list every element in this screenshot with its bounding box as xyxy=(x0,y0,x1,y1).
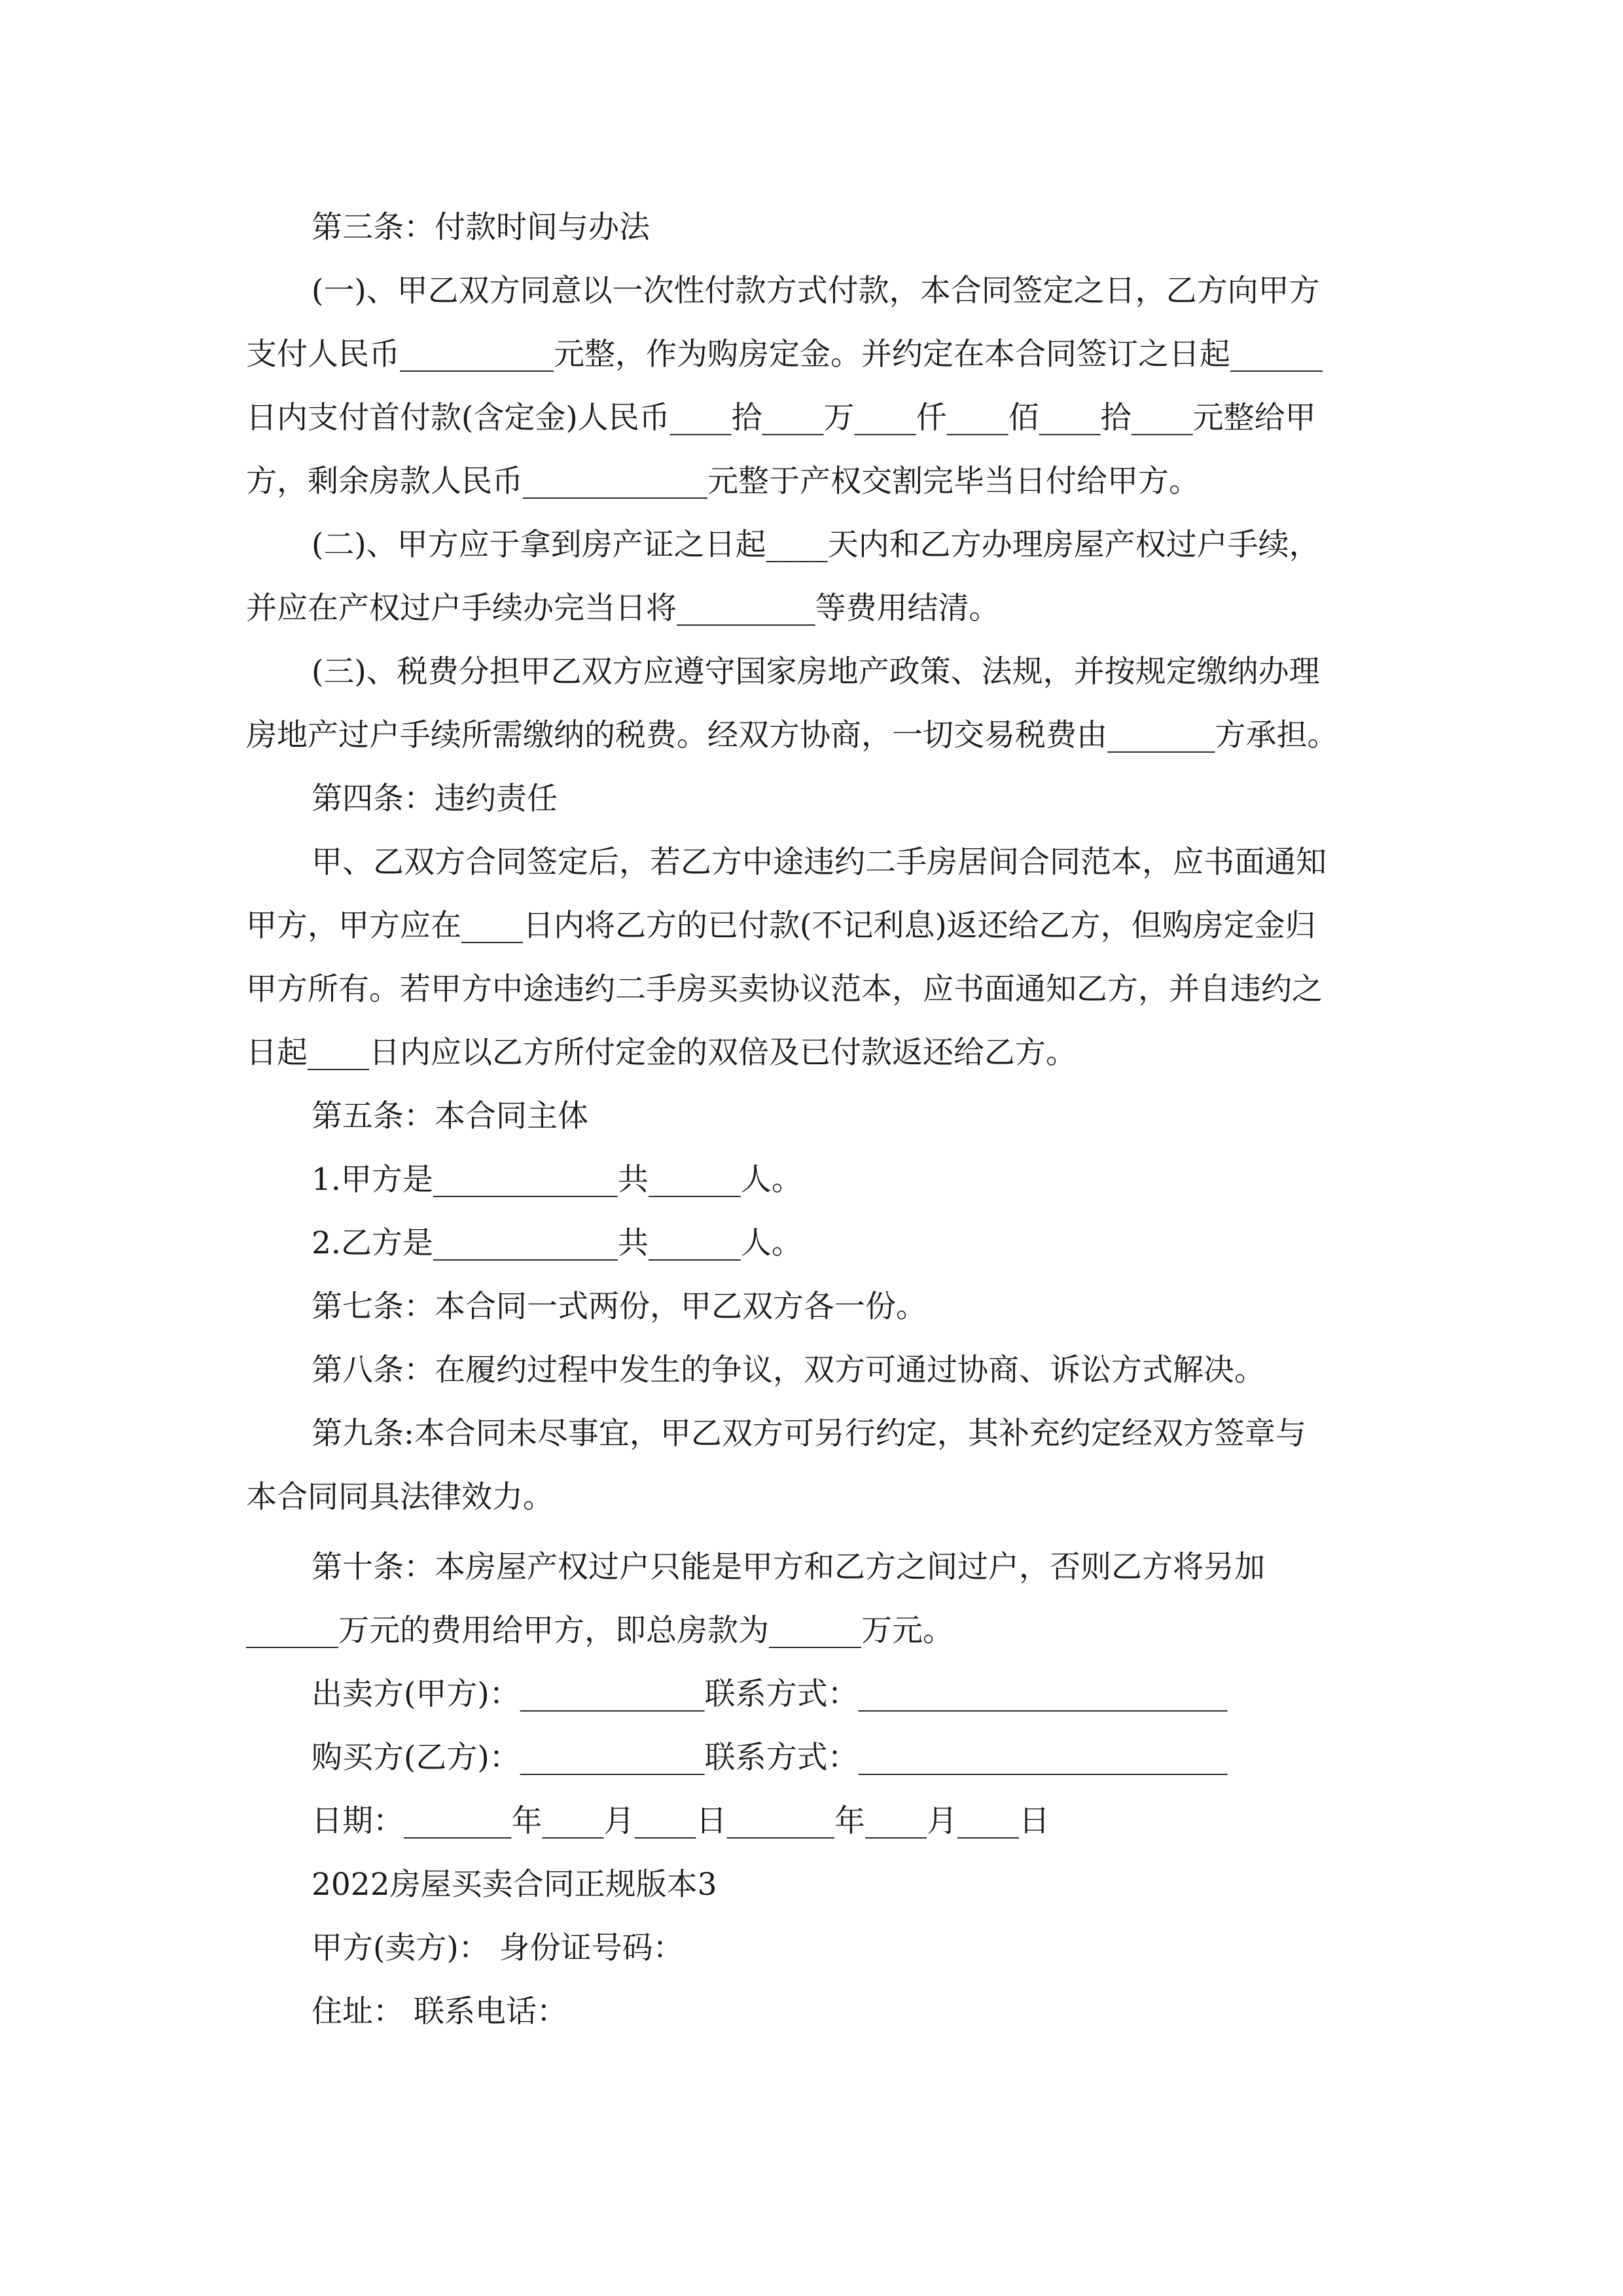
clause-4-line-3: 甲方所有。若甲方中途违约二手房买卖协议范本，应书面通知乙方，并自违约之 xyxy=(246,971,1323,1007)
party-a-seller-line: 甲方(卖方)： 身份证号码： xyxy=(312,1930,684,1966)
clause-3-item-2-line-2: 并应在产权过户手续办完当日将_________等费用结清。 xyxy=(246,590,1000,626)
address-phone-line: 住址： 联系电话： xyxy=(312,1994,567,2030)
clause-3-item-2-line-1: (二)、甲方应于拿到房产证之日起____天内和乙方办理房屋产权过户手续， xyxy=(312,527,1320,563)
clause-9-line-1: 第九条:本合同未尽事宜，甲乙双方可另行约定，其补充约定经双方签章与 xyxy=(312,1416,1306,1452)
clause-4-heading: 第四条：违约责任 xyxy=(312,781,558,817)
clause-4-line-4: 日起____日内应以乙方所付定金的双倍及已付款返还给乙方。 xyxy=(246,1035,1077,1071)
seller-signature-line: 出卖方(甲方)：____________联系方式：________________________ xyxy=(312,1676,1228,1712)
clause-3-heading: 第三条：付款时间与办法 xyxy=(312,209,650,245)
clause-3-item-3-line-1: (三)、税费分担甲乙双方应遵守国家房地产政策、法规，并按规定缴纳办理 xyxy=(312,654,1320,690)
clause-10-line-2: ______万元的费用给甲方，即总房款为______万元。 xyxy=(246,1613,954,1649)
clause-3-item-1-line-4: 方，剩余房款人民币____________元整于产权交割完毕当日付给甲方。 xyxy=(246,463,1200,499)
clause-4-line-2: 甲方，甲方应在____日内将乙方的已付款(不记利息)返还给乙方，但购房定金归 xyxy=(246,908,1316,944)
clause-4-line-1: 甲、乙双方合同签定后，若乙方中途违约二手房居间合同范本，应书面通知 xyxy=(312,844,1327,880)
clause-3-item-3-line-2: 房地产过户手续所需缴纳的税费。经双方协商，一切交易税费由_______方承担。 xyxy=(246,717,1338,753)
clause-10-line-1: 第十条：本房屋产权过户只能是甲方和乙方之间过户，否则乙方将另加 xyxy=(312,1549,1265,1585)
clause-3-item-1-line-3: 日内支付首付款(含定金)人民币____拾____万____仟____佰____拾____元整给甲 xyxy=(246,400,1316,436)
clause-9-line-2: 本合同同具法律效力。 xyxy=(246,1479,554,1515)
next-document-title: 2022房屋买卖合同正规版本3 xyxy=(312,1867,717,1903)
clause-5-party-a: 1.甲方是____________共______人。 xyxy=(312,1162,802,1198)
clause-3-item-1-line-1: (一)、甲乙双方同意以一次性付款方式付款，本合同签定之日，乙方向甲方 xyxy=(312,273,1320,309)
clause-3-item-1-line-2: 支付人民币__________元整，作为购房定金。并约定在本合同签订之日起______ xyxy=(246,336,1323,372)
date-line: 日期：_______年____月____日_______年____月____日 xyxy=(312,1803,1050,1839)
clause-5-party-b: 2.乙方是____________共______人。 xyxy=(312,1225,802,1261)
clause-8: 第八条：在履约过程中发生的争议，双方可通过协商、诉讼方式解决。 xyxy=(312,1352,1265,1388)
clause-5-heading: 第五条：本合同主体 xyxy=(312,1098,588,1134)
buyer-signature-line: 购买方(乙方)：____________联系方式：________________________ xyxy=(312,1740,1228,1776)
clause-7: 第七条：本合同一式两份，甲乙双方各一份。 xyxy=(312,1289,927,1325)
